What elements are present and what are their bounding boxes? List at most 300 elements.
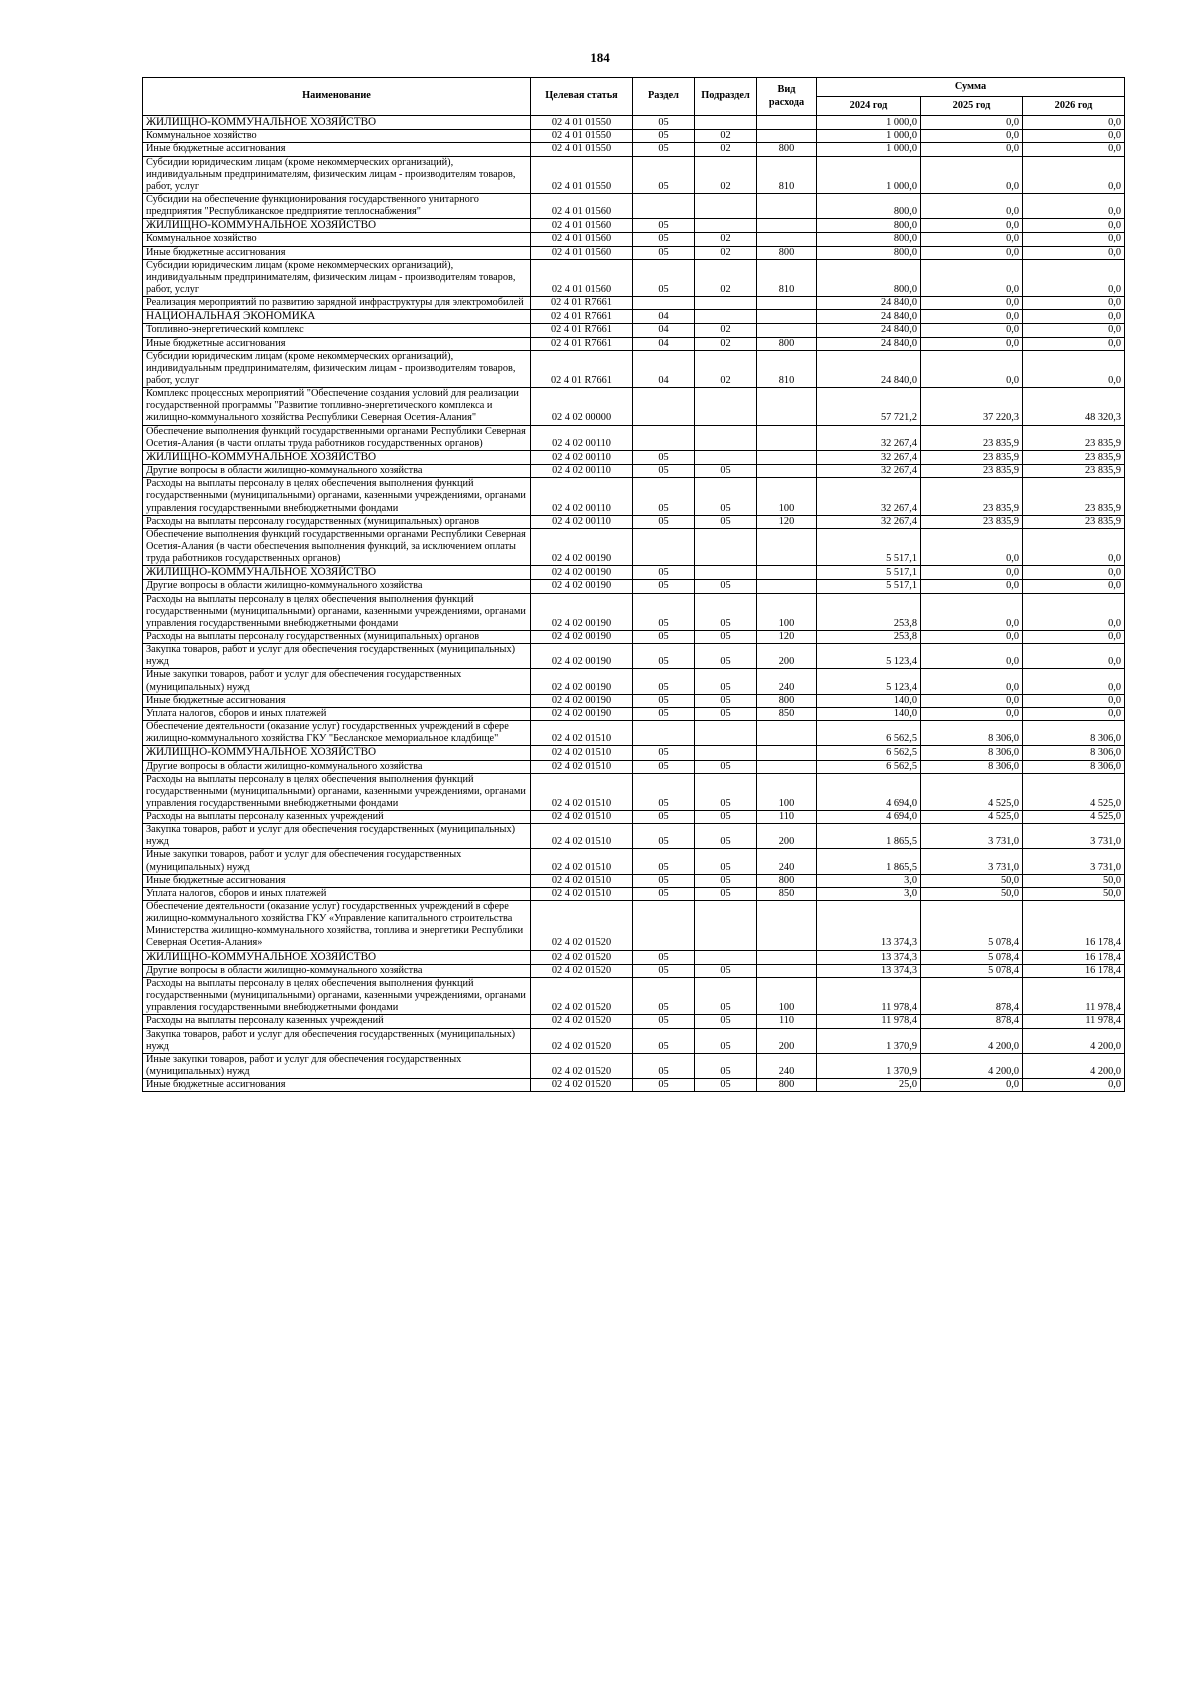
cell-expense-type <box>757 450 817 464</box>
cell-subsection <box>695 721 757 746</box>
cell-sum-2024: 5 517,1 <box>817 528 921 565</box>
cell-sum-2024: 3,0 <box>817 887 921 900</box>
cell-expense-type <box>757 950 817 964</box>
cell-section: 04 <box>633 310 695 324</box>
cell-expense-type: 800 <box>757 246 817 259</box>
table-row <box>143 465 1125 478</box>
cell-section: 05 <box>633 465 695 478</box>
table-header <box>143 78 1125 116</box>
cell-name: Расходы на выплаты персоналу в целях обеспечения выполнения функций государственными (муниципальными) органами, казенными учреждениями, органами управления государственными внебюджетными фондами <box>143 478 531 515</box>
cell-sum-2025: 0,0 <box>921 593 1023 630</box>
cell-section: 05 <box>633 760 695 773</box>
cell-section: 05 <box>633 1015 695 1028</box>
cell-sum-2025: 0,0 <box>921 143 1023 156</box>
cell-target: 02 4 02 01510 <box>531 824 633 849</box>
cell-target: 02 4 02 00190 <box>531 593 633 630</box>
cell-sum-2024: 5 123,4 <box>817 669 921 694</box>
cell-name: Другие вопросы в области жилищно-коммунального хозяйства <box>143 580 531 593</box>
cell-subsection <box>695 388 757 425</box>
cell-section: 05 <box>633 824 695 849</box>
cell-name: Субсидии юридическим лицам (кроме некоммерческих организаций), индивидуальным предпринимателям, физическим лицам - производителям товаров, работ, услуг <box>143 259 531 296</box>
cell-subsection <box>695 950 757 964</box>
cell-sum-2024: 1 000,0 <box>817 130 921 143</box>
table-row <box>143 707 1125 720</box>
cell-target: 02 4 02 01510 <box>531 721 633 746</box>
cell-expense-type <box>757 566 817 580</box>
cell-sum-2026: 16 178,4 <box>1023 901 1125 951</box>
cell-expense-type: 120 <box>757 631 817 644</box>
cell-subsection <box>695 425 757 450</box>
cell-sum-2025: 878,4 <box>921 977 1023 1014</box>
cell-sum-2026: 0,0 <box>1023 694 1125 707</box>
table-row <box>143 644 1125 669</box>
cell-sum-2024: 24 840,0 <box>817 297 921 310</box>
cell-expense-type <box>757 219 817 233</box>
table-row <box>143 219 1125 233</box>
cell-sum-2026: 0,0 <box>1023 130 1125 143</box>
cell-subsection: 05 <box>695 515 757 528</box>
cell-subsection <box>695 219 757 233</box>
cell-sum-2026: 0,0 <box>1023 310 1125 324</box>
cell-subsection <box>695 116 757 130</box>
cell-sum-2026: 23 835,9 <box>1023 450 1125 464</box>
cell-subsection <box>695 310 757 324</box>
cell-subsection <box>695 193 757 218</box>
cell-expense-type: 800 <box>757 1079 817 1092</box>
cell-section: 05 <box>633 669 695 694</box>
cell-sum-2026: 0,0 <box>1023 233 1125 246</box>
cell-target: 02 4 01 R7661 <box>531 310 633 324</box>
cell-sum-2024: 253,8 <box>817 593 921 630</box>
cell-sum-2026: 23 835,9 <box>1023 478 1125 515</box>
cell-target: 02 4 02 00190 <box>531 644 633 669</box>
table-row <box>143 1053 1125 1078</box>
cell-sum-2025: 0,0 <box>921 1079 1023 1092</box>
cell-sum-2024: 1 000,0 <box>817 156 921 193</box>
cell-sum-2026: 0,0 <box>1023 143 1125 156</box>
cell-target: 02 4 02 00110 <box>531 425 633 450</box>
cell-sum-2026: 11 978,4 <box>1023 1015 1125 1028</box>
cell-sum-2026: 50,0 <box>1023 874 1125 887</box>
cell-sum-2026: 0,0 <box>1023 246 1125 259</box>
cell-expense-type: 850 <box>757 887 817 900</box>
cell-expense-type <box>757 964 817 977</box>
cell-sum-2025: 23 835,9 <box>921 515 1023 528</box>
cell-name: Расходы на выплаты персоналу в целях обеспечения выполнения функций государственными (муниципальными) органами, казенными учреждениями, органами управления государственными внебюджетными фондами <box>143 977 531 1014</box>
cell-name: ЖИЛИЩНО-КОММУНАЛЬНОЕ ХОЗЯЙСТВО <box>143 566 531 580</box>
cell-name: Расходы на выплаты персоналу государственных (муниципальных) органов <box>143 631 531 644</box>
cell-expense-type: 800 <box>757 143 817 156</box>
cell-section <box>633 901 695 951</box>
cell-sum-2024: 24 840,0 <box>817 324 921 337</box>
cell-sum-2025: 8 306,0 <box>921 760 1023 773</box>
cell-sum-2026: 4 525,0 <box>1023 811 1125 824</box>
table-row <box>143 143 1125 156</box>
cell-section: 05 <box>633 964 695 977</box>
cell-expense-type <box>757 465 817 478</box>
cell-subsection: 05 <box>695 465 757 478</box>
cell-sum-2024: 32 267,4 <box>817 465 921 478</box>
cell-subsection: 02 <box>695 246 757 259</box>
cell-section <box>633 721 695 746</box>
table-row <box>143 977 1125 1014</box>
table-row <box>143 950 1125 964</box>
cell-subsection: 02 <box>695 324 757 337</box>
cell-name: Иные бюджетные ассигнования <box>143 874 531 887</box>
table-row <box>143 901 1125 951</box>
cell-sum-2026: 23 835,9 <box>1023 515 1125 528</box>
cell-expense-type: 200 <box>757 1028 817 1053</box>
cell-target: 02 4 02 00110 <box>531 465 633 478</box>
cell-target: 02 4 02 00000 <box>531 388 633 425</box>
cell-name: Уплата налогов, сборов и иных платежей <box>143 707 531 720</box>
cell-section: 05 <box>633 849 695 874</box>
cell-sum-2025: 0,0 <box>921 350 1023 387</box>
cell-sum-2024: 25,0 <box>817 1079 921 1092</box>
cell-section: 05 <box>633 773 695 810</box>
table-row <box>143 297 1125 310</box>
cell-section <box>633 297 695 310</box>
table-row <box>143 388 1125 425</box>
table-row <box>143 811 1125 824</box>
cell-sum-2026: 0,0 <box>1023 631 1125 644</box>
cell-expense-type: 100 <box>757 773 817 810</box>
cell-sum-2026: 8 306,0 <box>1023 760 1125 773</box>
cell-name: Коммунальное хозяйство <box>143 130 531 143</box>
cell-section: 05 <box>633 811 695 824</box>
cell-sum-2025: 5 078,4 <box>921 901 1023 951</box>
cell-name: Коммунальное хозяйство <box>143 233 531 246</box>
cell-sum-2026: 0,0 <box>1023 324 1125 337</box>
page-number: 184 <box>590 50 610 65</box>
table-row <box>143 528 1125 565</box>
cell-sum-2026: 0,0 <box>1023 644 1125 669</box>
cell-target: 02 4 01 01550 <box>531 143 633 156</box>
table-row <box>143 193 1125 218</box>
cell-target: 02 4 01 R7661 <box>531 350 633 387</box>
cell-sum-2024: 6 562,5 <box>817 721 921 746</box>
cell-sum-2026: 0,0 <box>1023 156 1125 193</box>
cell-section: 05 <box>633 694 695 707</box>
cell-sum-2026: 0,0 <box>1023 669 1125 694</box>
cell-subsection <box>695 901 757 951</box>
cell-sum-2026: 0,0 <box>1023 193 1125 218</box>
cell-name: Обеспечение деятельности (оказание услуг) государственных учреждений в сфере жилищно-коммунального хозяйства ГКУ "Бесланское мемориальное кладбище" <box>143 721 531 746</box>
cell-name: Расходы на выплаты персоналу государственных (муниципальных) органов <box>143 515 531 528</box>
cell-sum-2024: 32 267,4 <box>817 478 921 515</box>
table-row <box>143 259 1125 296</box>
cell-target: 02 4 01 01550 <box>531 116 633 130</box>
cell-sum-2025: 0,0 <box>921 580 1023 593</box>
cell-subsection <box>695 450 757 464</box>
cell-subsection <box>695 297 757 310</box>
table-row <box>143 721 1125 746</box>
cell-expense-type: 810 <box>757 350 817 387</box>
cell-section: 05 <box>633 219 695 233</box>
table-row <box>143 760 1125 773</box>
cell-section: 05 <box>633 143 695 156</box>
cell-name: НАЦИОНАЛЬНАЯ ЭКОНОМИКА <box>143 310 531 324</box>
cell-name: Иные закупки товаров, работ и услуг для обеспечения государственных (муниципальных) нужд <box>143 1053 531 1078</box>
cell-subsection: 05 <box>695 1028 757 1053</box>
cell-section: 05 <box>633 887 695 900</box>
cell-sum-2025: 0,0 <box>921 694 1023 707</box>
cell-sum-2024: 11 978,4 <box>817 1015 921 1028</box>
cell-target: 02 4 02 00190 <box>531 528 633 565</box>
cell-target: 02 4 01 01560 <box>531 259 633 296</box>
cell-name: Закупка товаров, работ и услуг для обеспечения государственных (муниципальных) нужд <box>143 644 531 669</box>
header-sum: Сумма <box>817 78 1125 97</box>
cell-target: 02 4 02 00190 <box>531 580 633 593</box>
cell-section: 05 <box>633 1028 695 1053</box>
table-row <box>143 593 1125 630</box>
cell-sum-2026: 0,0 <box>1023 580 1125 593</box>
header-section: Раздел <box>633 78 695 116</box>
cell-subsection: 05 <box>695 824 757 849</box>
table-row <box>143 130 1125 143</box>
table-row <box>143 450 1125 464</box>
cell-expense-type: 110 <box>757 811 817 824</box>
cell-subsection: 02 <box>695 259 757 296</box>
cell-subsection: 05 <box>695 631 757 644</box>
header-target: Целевая статья <box>531 78 633 116</box>
cell-sum-2026: 0,0 <box>1023 593 1125 630</box>
cell-target: 02 4 02 00190 <box>531 566 633 580</box>
cell-sum-2025: 0,0 <box>921 631 1023 644</box>
cell-section: 05 <box>633 580 695 593</box>
cell-sum-2026: 23 835,9 <box>1023 425 1125 450</box>
table-row <box>143 1079 1125 1092</box>
cell-sum-2025: 50,0 <box>921 887 1023 900</box>
cell-target: 02 4 01 01560 <box>531 193 633 218</box>
cell-expense-type: 240 <box>757 669 817 694</box>
cell-target: 02 4 02 00190 <box>531 694 633 707</box>
cell-sum-2024: 253,8 <box>817 631 921 644</box>
table-body <box>143 116 1125 1092</box>
cell-sum-2026: 8 306,0 <box>1023 721 1125 746</box>
cell-sum-2025: 0,0 <box>921 644 1023 669</box>
cell-subsection <box>695 528 757 565</box>
cell-target: 02 4 02 01510 <box>531 811 633 824</box>
cell-section: 05 <box>633 1079 695 1092</box>
cell-sum-2026: 16 178,4 <box>1023 964 1125 977</box>
cell-expense-type <box>757 528 817 565</box>
cell-section: 05 <box>633 593 695 630</box>
cell-sum-2025: 8 306,0 <box>921 746 1023 760</box>
header-year-2025: 2025 год <box>921 97 1023 116</box>
cell-sum-2025: 0,0 <box>921 566 1023 580</box>
cell-section: 05 <box>633 644 695 669</box>
cell-sum-2024: 800,0 <box>817 193 921 218</box>
cell-sum-2025: 4 525,0 <box>921 773 1023 810</box>
cell-sum-2024: 6 562,5 <box>817 760 921 773</box>
cell-section: 05 <box>633 707 695 720</box>
cell-sum-2024: 1 865,5 <box>817 824 921 849</box>
cell-name: Другие вопросы в области жилищно-коммунального хозяйства <box>143 760 531 773</box>
cell-expense-type <box>757 746 817 760</box>
cell-subsection: 05 <box>695 669 757 694</box>
cell-sum-2024: 24 840,0 <box>817 350 921 387</box>
cell-expense-type: 240 <box>757 1053 817 1078</box>
cell-sum-2025: 0,0 <box>921 337 1023 350</box>
cell-expense-type: 100 <box>757 593 817 630</box>
table-row <box>143 515 1125 528</box>
table-row <box>143 425 1125 450</box>
cell-section: 05 <box>633 874 695 887</box>
table-row <box>143 849 1125 874</box>
cell-sum-2026: 48 320,3 <box>1023 388 1125 425</box>
cell-sum-2024: 1 370,9 <box>817 1028 921 1053</box>
table-row <box>143 1015 1125 1028</box>
cell-section: 04 <box>633 337 695 350</box>
cell-name: Субсидии юридическим лицам (кроме некоммерческих организаций), индивидуальным предпринимателям, физическим лицам - производителям товаров, работ, услуг <box>143 156 531 193</box>
cell-target: 02 4 01 R7661 <box>531 297 633 310</box>
cell-name: ЖИЛИЩНО-КОММУНАЛЬНОЕ ХОЗЯЙСТВО <box>143 746 531 760</box>
cell-subsection: 05 <box>695 849 757 874</box>
cell-subsection: 05 <box>695 478 757 515</box>
cell-expense-type <box>757 721 817 746</box>
cell-sum-2026: 0,0 <box>1023 297 1125 310</box>
table-row <box>143 246 1125 259</box>
cell-name: Закупка товаров, работ и услуг для обеспечения государственных (муниципальных) нужд <box>143 824 531 849</box>
cell-section: 05 <box>633 631 695 644</box>
cell-sum-2025: 23 835,9 <box>921 478 1023 515</box>
cell-sum-2025: 3 731,0 <box>921 824 1023 849</box>
cell-subsection: 02 <box>695 156 757 193</box>
cell-subsection: 05 <box>695 707 757 720</box>
cell-section: 05 <box>633 746 695 760</box>
cell-sum-2026: 0,0 <box>1023 566 1125 580</box>
cell-expense-type: 800 <box>757 694 817 707</box>
cell-section <box>633 528 695 565</box>
cell-subsection: 05 <box>695 593 757 630</box>
cell-sum-2025: 23 835,9 <box>921 450 1023 464</box>
cell-sum-2024: 5 517,1 <box>817 566 921 580</box>
cell-sum-2024: 11 978,4 <box>817 977 921 1014</box>
cell-subsection: 02 <box>695 350 757 387</box>
cell-sum-2024: 800,0 <box>817 259 921 296</box>
cell-name: Расходы на выплаты персоналу казенных учреждений <box>143 811 531 824</box>
cell-name: ЖИЛИЩНО-КОММУНАЛЬНОЕ ХОЗЯЙСТВО <box>143 450 531 464</box>
cell-expense-type <box>757 388 817 425</box>
cell-sum-2026: 8 306,0 <box>1023 746 1125 760</box>
cell-sum-2026: 0,0 <box>1023 350 1125 387</box>
cell-name: Иные бюджетные ассигнования <box>143 143 531 156</box>
cell-name: Иные бюджетные ассигнования <box>143 694 531 707</box>
cell-sum-2024: 13 374,3 <box>817 901 921 951</box>
cell-target: 02 4 02 01520 <box>531 977 633 1014</box>
cell-section <box>633 193 695 218</box>
cell-sum-2025: 4 200,0 <box>921 1028 1023 1053</box>
cell-sum-2026: 11 978,4 <box>1023 977 1125 1014</box>
cell-sum-2025: 0,0 <box>921 324 1023 337</box>
cell-subsection: 05 <box>695 977 757 1014</box>
cell-target: 02 4 02 01510 <box>531 773 633 810</box>
cell-sum-2024: 13 374,3 <box>817 950 921 964</box>
cell-sum-2024: 800,0 <box>817 219 921 233</box>
cell-sum-2025: 0,0 <box>921 259 1023 296</box>
cell-sum-2024: 1 000,0 <box>817 143 921 156</box>
table-row <box>143 324 1125 337</box>
cell-sum-2025: 37 220,3 <box>921 388 1023 425</box>
cell-name: Расходы на выплаты персоналу в целях обеспечения выполнения функций государственными (муниципальными) органами, казенными учреждениями, органами управления государственными внебюджетными фондами <box>143 773 531 810</box>
cell-expense-type: 810 <box>757 156 817 193</box>
cell-expense-type <box>757 425 817 450</box>
cell-target: 02 4 02 01510 <box>531 760 633 773</box>
cell-sum-2026: 0,0 <box>1023 1079 1125 1092</box>
cell-sum-2025: 0,0 <box>921 116 1023 130</box>
cell-name: Обеспечение выполнения функций государственными органами Республики Северная Осетия-Алания (в части оплаты труда работников государственных органов) <box>143 425 531 450</box>
cell-sum-2024: 32 267,4 <box>817 450 921 464</box>
cell-section: 05 <box>633 130 695 143</box>
cell-sum-2024: 4 694,0 <box>817 811 921 824</box>
cell-sum-2025: 50,0 <box>921 874 1023 887</box>
cell-sum-2025: 0,0 <box>921 246 1023 259</box>
cell-section: 05 <box>633 1053 695 1078</box>
cell-name: Комплекс процессных мероприятий "Обеспечение создания условий для реализации государственной программы "Развитие топливно-энергетического комплекса и жилищно-коммунального хозяйства Республики Северная Осетия-Алания" <box>143 388 531 425</box>
cell-sum-2025: 0,0 <box>921 130 1023 143</box>
cell-name: Расходы на выплаты персоналу казенных учреждений <box>143 1015 531 1028</box>
cell-expense-type <box>757 297 817 310</box>
table-row <box>143 566 1125 580</box>
cell-section: 05 <box>633 116 695 130</box>
cell-expense-type: 800 <box>757 337 817 350</box>
cell-target: 02 4 02 01520 <box>531 1079 633 1092</box>
cell-sum-2026: 0,0 <box>1023 528 1125 565</box>
cell-expense-type: 200 <box>757 824 817 849</box>
cell-sum-2026: 3 731,0 <box>1023 849 1125 874</box>
cell-target: 02 4 02 00110 <box>531 450 633 464</box>
cell-section <box>633 425 695 450</box>
cell-sum-2026: 4 525,0 <box>1023 773 1125 810</box>
cell-sum-2025: 23 835,9 <box>921 465 1023 478</box>
cell-subsection: 02 <box>695 130 757 143</box>
budget-table <box>142 77 1125 1092</box>
cell-expense-type <box>757 760 817 773</box>
table-row <box>143 669 1125 694</box>
cell-expense-type <box>757 310 817 324</box>
cell-subsection: 05 <box>695 874 757 887</box>
cell-target: 02 4 02 00110 <box>531 478 633 515</box>
cell-expense-type: 100 <box>757 977 817 1014</box>
cell-target: 02 4 02 01510 <box>531 874 633 887</box>
cell-sum-2024: 800,0 <box>817 233 921 246</box>
cell-name: Расходы на выплаты персоналу в целях обеспечения выполнения функций государственными (муниципальными) органами, казенными учреждениями, органами управления государственными внебюджетными фондами <box>143 593 531 630</box>
cell-sum-2025: 0,0 <box>921 193 1023 218</box>
table-row <box>143 887 1125 900</box>
cell-target: 02 4 02 01520 <box>531 964 633 977</box>
cell-sum-2024: 57 721,2 <box>817 388 921 425</box>
cell-name: Иные бюджетные ассигнования <box>143 337 531 350</box>
table-row <box>143 964 1125 977</box>
cell-name: Иные закупки товаров, работ и услуг для обеспечения государственных (муниципальных) нужд <box>143 669 531 694</box>
cell-target: 02 4 01 01560 <box>531 219 633 233</box>
cell-subsection: 05 <box>695 644 757 669</box>
cell-expense-type: 120 <box>757 515 817 528</box>
cell-target: 02 4 01 R7661 <box>531 324 633 337</box>
cell-sum-2026: 0,0 <box>1023 259 1125 296</box>
cell-expense-type: 850 <box>757 707 817 720</box>
cell-expense-type: 240 <box>757 849 817 874</box>
cell-sum-2025: 8 306,0 <box>921 721 1023 746</box>
cell-name: Иные бюджетные ассигнования <box>143 1079 531 1092</box>
cell-sum-2026: 16 178,4 <box>1023 950 1125 964</box>
cell-sum-2024: 800,0 <box>817 246 921 259</box>
cell-name: Субсидии юридическим лицам (кроме некоммерческих организаций), индивидуальным предпринимателям, физическим лицам - производителям товаров, работ, услуг <box>143 350 531 387</box>
cell-sum-2026: 3 731,0 <box>1023 824 1125 849</box>
table-row <box>143 1028 1125 1053</box>
cell-subsection: 02 <box>695 143 757 156</box>
